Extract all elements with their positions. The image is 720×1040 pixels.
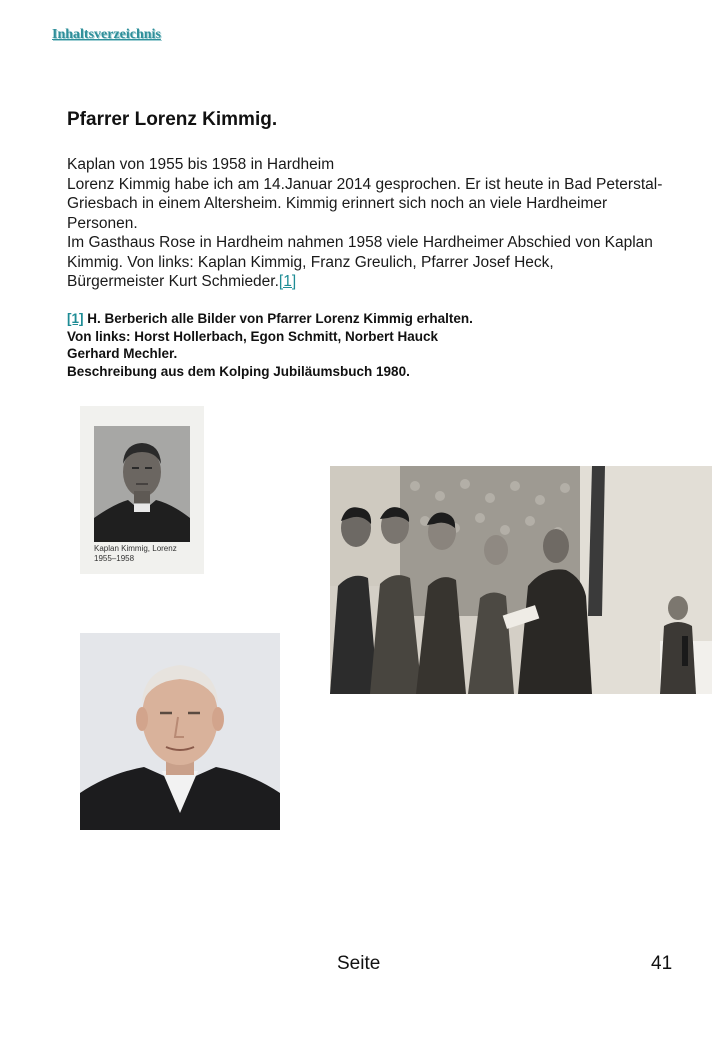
body-line: Lorenz Kimmig habe ich am 14.Januar 2014 gesprochen. Er ist heute in Bad Peterstal- <box>67 175 663 193</box>
footnote <box>67 310 692 380</box>
body-last-text: Bürgermeister Kurt Schmieder. <box>67 273 279 290</box>
page-number: 41 <box>651 953 673 974</box>
group-scene-icon <box>330 466 712 694</box>
article-title: Pfarrer Lorenz Kimmig. <box>67 109 278 130</box>
caption-line: 1955–1958 <box>94 554 135 563</box>
body-line: Kaplan von 1955 bis 1958 in Hardheim <box>67 156 335 173</box>
toc-link[interactable]: Inhaltsverzeichnis <box>52 27 161 42</box>
footnote-line <box>67 310 692 328</box>
color-portrait-photo <box>80 633 280 830</box>
body-line: Kimmig. Von links: Kaplan Kimmig, Franz Greulich, Pfarrer Josef Heck, <box>67 253 554 271</box>
elderly-priest-icon <box>80 633 280 830</box>
footnote-line: Beschreibung aus dem Kolping Jubiläumsbuch 1980. <box>67 363 410 379</box>
id-photo <box>80 406 204 574</box>
footnote-line: Von links: Horst Hollerbach, Egon Schmitt, Norbert Hauck <box>67 328 439 344</box>
priest-portrait-icon <box>94 426 190 542</box>
group-photo <box>330 466 712 694</box>
body-line <box>67 272 692 292</box>
footnote-ref-link[interactable]: [1] <box>278 273 297 290</box>
id-photo-portrait <box>94 426 190 542</box>
id-photo-caption <box>94 544 202 564</box>
page-label: Seite <box>337 953 381 974</box>
body-line: Im Gasthaus Rose in Hardheim nahmen 1958 viele Hardheimer Abschied von Kaplan <box>67 234 653 251</box>
caption-line: Kaplan Kimmig, Lorenz <box>94 544 177 553</box>
body-line: Personen. <box>67 214 138 232</box>
footnote-back-link[interactable]: [1] <box>67 311 84 326</box>
article-body <box>67 155 692 292</box>
body-line: Griesbach in einem Altersheim. Kimmig erinnert sich noch an viele Hardheimer <box>67 195 608 212</box>
footnote-line: Gerhard Mechler. <box>67 346 178 361</box>
footnote-first-text: H. Berberich alle Bilder von Pfarrer Lorenz Kimmig erhalten. <box>83 311 473 326</box>
